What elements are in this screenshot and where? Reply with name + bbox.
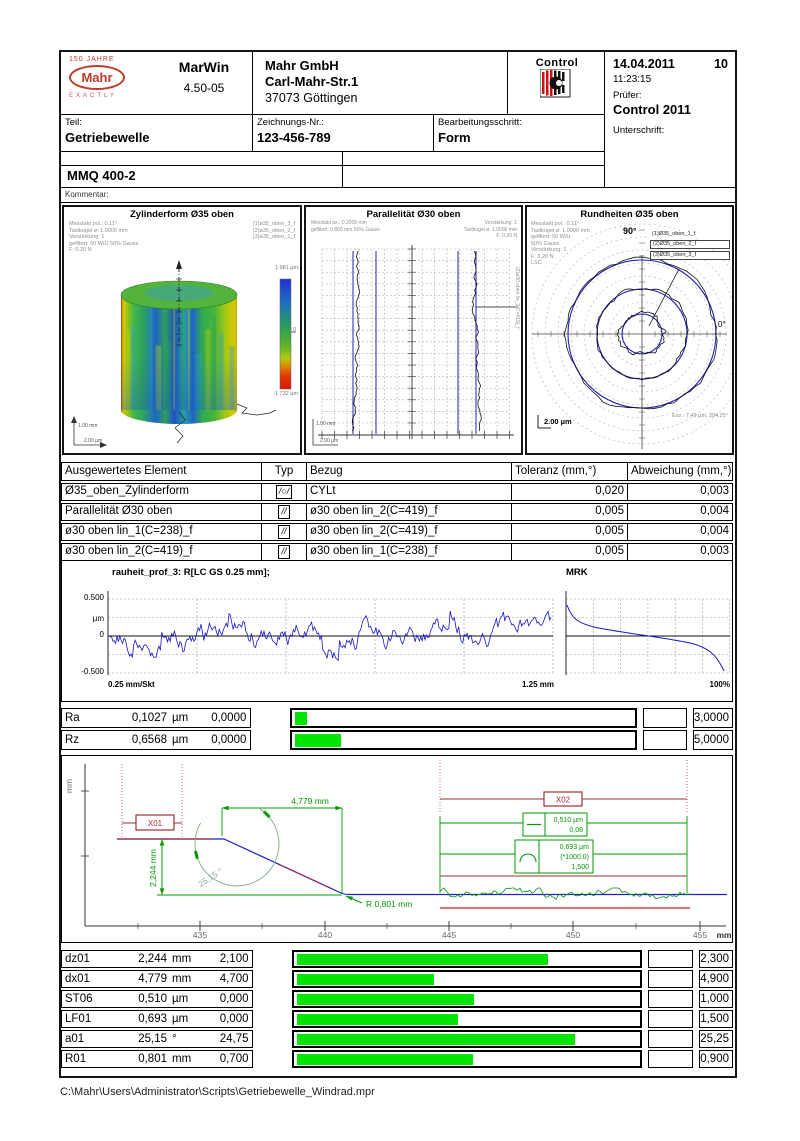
contour-result-table [61, 948, 733, 1068]
param-unit: µm [172, 712, 189, 724]
eccentricity-label: Exz.: 7.49 µm, 294.25° [672, 413, 728, 419]
cylinder-plot-panel [62, 205, 302, 455]
value-bar [297, 1054, 473, 1065]
company-cell [253, 52, 508, 115]
mahr-logo [69, 56, 125, 99]
param-unit: µm [172, 993, 189, 1005]
page-number: 10 [714, 57, 728, 71]
empty-row [61, 152, 605, 166]
zeichnung-value: 123-456-789 [257, 130, 331, 145]
control-logo-text: Control [535, 57, 579, 69]
param-min: 0,000 [219, 1013, 249, 1025]
value-box [61, 708, 251, 728]
bezug-cell: ø30 oben lin_2(C=419)_f [307, 504, 512, 520]
element-cell: ø30 oben lin_2(C=419)_f [62, 544, 262, 560]
cylinder-trace-labels: (1)ø35_oben_3_f (2)ø35_oben_2_f (3)ø35_oben_1_f [252, 221, 295, 240]
param-name: R01 [65, 1053, 87, 1065]
value-box [61, 950, 253, 968]
bar-box [292, 1030, 642, 1048]
company-name: Mahr GmbH [265, 58, 339, 73]
abweichung-cell: 0,004 [700, 505, 729, 517]
column-header: Abweichung (mm,°) [631, 465, 732, 477]
element-cell: ø30 oben lin_1(C=238)_f [62, 524, 262, 540]
bezug-cell: ø30 oben lin_1(C=238)_f [307, 544, 512, 560]
mahr-logo-oval: Mahr [69, 65, 125, 90]
software-block [161, 59, 247, 95]
column-header: Toleranz (mm,°) [512, 463, 628, 480]
ra-rz-table [61, 706, 733, 750]
spacer-box [648, 950, 693, 968]
scale-min-label: -1.732 µm [273, 391, 298, 397]
column-header: Bezug [307, 463, 512, 480]
svg-text:440: 440 [317, 930, 333, 940]
svg-text:1.00 mm: 1.00 mm [316, 421, 336, 427]
table-row [61, 483, 733, 501]
typ-cell [262, 484, 307, 500]
param-name: Rz [65, 734, 80, 746]
value-box [61, 1050, 253, 1068]
teil-value: Getriebewelle [65, 130, 150, 145]
param-value: 25,15 [138, 1033, 167, 1045]
svg-text:25,15 °: 25,15 ° [196, 865, 225, 890]
teil-cell [61, 115, 253, 152]
mrk-end-label: 100% [709, 680, 730, 689]
x-end-label: 1.25 mm [521, 680, 554, 689]
abweichung-cell: 0,004 [700, 525, 729, 537]
control-logo-icon [540, 69, 574, 99]
value-bar [297, 954, 548, 965]
control-logo [535, 57, 579, 104]
spacer-box [648, 970, 693, 988]
angle-90-label: 90° [623, 226, 637, 236]
parallel-params-right: Verstärkung: 1 Tastkugel ø: 1.0000 mm F: 0.20 N [463, 220, 517, 239]
param-min: 24,75 [219, 1033, 249, 1045]
toleranz-cell: 0,005 [512, 504, 628, 520]
param-min: 0,0000 [211, 712, 247, 724]
spacer-box [648, 1010, 693, 1028]
param-unit: mm [172, 973, 192, 985]
param-unit: mm [172, 953, 192, 965]
param-max: 0,900 [699, 1050, 733, 1068]
value-box [61, 1030, 253, 1048]
report-time: 11:23:15 [613, 74, 652, 85]
param-name: dz01 [65, 953, 90, 965]
svg-text:X02: X02 [555, 795, 571, 805]
value-bar [297, 1034, 575, 1045]
param-value: 0,510 [138, 993, 167, 1005]
zeichnung-label: Zeichnungs-Nr.: [257, 117, 325, 128]
company-city: 37073 Göttingen [265, 91, 358, 105]
tolerance-symbol-icon: // [278, 545, 289, 559]
logo-tagline: EXACTLY [69, 93, 117, 99]
column-header: Typ [262, 463, 307, 480]
typ-cell [262, 544, 307, 560]
tolerance-symbol-icon: /○/ [276, 485, 292, 499]
bearbeitung-cell [434, 115, 605, 152]
svg-text:2,244 mm: 2,244 mm [148, 849, 158, 887]
roundness-plot-title: Rundheiten Ø35 oben [580, 209, 679, 220]
bar-box [292, 970, 642, 988]
roundness-plot-panel [525, 205, 734, 455]
eval-table-header [61, 462, 733, 481]
param-max: 25,25 [699, 1030, 733, 1048]
svg-text:1.00 mm: 1.00 mm [78, 423, 98, 429]
value-box [61, 990, 253, 1008]
svg-text:435: 435 [192, 930, 208, 940]
param-min: 4,700 [219, 973, 249, 985]
toleranz-cell: 0,005 [512, 544, 628, 560]
logo-cell [61, 52, 253, 115]
table-row [61, 730, 733, 750]
contour-section [61, 755, 733, 943]
param-name: dx01 [65, 973, 90, 985]
roughness-profile-chart [62, 561, 732, 701]
date-cell [605, 52, 735, 188]
param-value: 2,244 [138, 953, 167, 965]
svg-text:4,779 mm: 4,779 mm [291, 796, 329, 806]
spacer-box [648, 990, 693, 1008]
param-max: 5,0000 [693, 730, 733, 750]
value-bar [297, 994, 474, 1005]
value-box [61, 1010, 253, 1028]
y-unit-label: µm [92, 614, 104, 623]
bar-box [292, 1050, 642, 1068]
control-logo-cell [508, 52, 605, 115]
bezug-cell: ø30 oben lin_2(C=419)_f [307, 524, 512, 540]
parallel-side-label: (2)ø30 oben lin_2(C=419)_f [514, 267, 520, 329]
roundness-trace-labels [650, 231, 730, 262]
spacer-box [643, 708, 687, 728]
svg-text:0,510 µm: 0,510 µm [553, 817, 583, 824]
trace-label: (1)Ø35_oben_1_f [650, 231, 730, 238]
table-row [61, 1030, 733, 1048]
param-unit: ° [172, 1033, 177, 1045]
zeichnung-cell [253, 115, 434, 152]
value-box [61, 970, 253, 988]
table-row [61, 503, 733, 521]
parallelism-plot [306, 207, 521, 453]
typ-cell [262, 504, 307, 520]
value-bar [295, 734, 341, 747]
spacer-box [648, 1050, 693, 1068]
y-max-tick: 0.500 [83, 593, 104, 602]
bearbeitung-label: Bearbeitungsschritt: [438, 117, 522, 128]
svg-text:445: 445 [441, 930, 457, 940]
param-name: a01 [65, 1033, 85, 1045]
bar-box [290, 730, 636, 750]
table-row [61, 523, 733, 541]
bearbeitung-value: Form [438, 130, 471, 145]
bar-box [292, 950, 642, 968]
toleranz-cell: 0,005 [512, 524, 628, 540]
y-min-tick: -0.500 [81, 667, 104, 676]
parallel-plot-title: Parallelität Ø30 oben [366, 209, 461, 220]
software-name: MarWin [178, 59, 230, 75]
svg-text:R 0,801 mm: R 0,801 mm [366, 899, 413, 909]
contour-plot [62, 756, 732, 942]
value-bar [297, 974, 434, 985]
evaluation-table [61, 460, 733, 561]
param-value: 0,801 [138, 1053, 167, 1065]
tolerance-symbol-icon: // [278, 525, 289, 539]
param-max: 1,000 [699, 990, 733, 1008]
trace-label: (3)Ø35_oben_3_f [650, 251, 730, 260]
mrk-title: MRK [566, 567, 588, 578]
param-min: 2,100 [219, 953, 249, 965]
roughness-section [61, 560, 733, 702]
svg-text:0,693 µm: 0,693 µm [559, 844, 589, 851]
value-box [61, 730, 251, 750]
abweichung-cell: 0,003 [700, 485, 729, 497]
param-name: Ra [65, 712, 80, 724]
param-max: 4,900 [699, 970, 733, 988]
param-value: 0,6568 [131, 734, 167, 746]
svg-text:2.00 µm: 2.00 µm [320, 438, 339, 444]
table-row [61, 1010, 733, 1028]
unterschrift-label: Unterschrift: [613, 125, 665, 136]
teil-label: Teil: [65, 117, 82, 128]
svg-text:0,08: 0,08 [569, 827, 583, 834]
table-row [61, 970, 733, 988]
pruefer-label: Prüfer: [613, 90, 642, 101]
param-unit: mm [172, 1053, 192, 1065]
toleranz-cell: 0,020 [512, 484, 628, 500]
table-row [61, 543, 733, 561]
svg-text:mm: mm [64, 778, 74, 794]
x-scale-label: 0.25 mm/Skt [108, 680, 155, 689]
trace-label: (2)Ø35_oben_2_f [650, 240, 730, 249]
param-max: 1,500 [699, 1010, 733, 1028]
svg-text:(*1000.0): (*1000.0) [560, 854, 589, 861]
param-unit: µm [172, 734, 189, 746]
param-max: 2,300 [699, 950, 733, 968]
report-date: 14.04.2011 [613, 57, 675, 71]
bar-box [290, 708, 636, 728]
report-frame [59, 50, 737, 1078]
software-version: 4.50-05 [183, 81, 225, 95]
file-path: C:\Mahr\Users\Administrator\Scripts\Getriebewelle_Windrad.mpr [60, 1086, 375, 1098]
spacer-box [643, 730, 687, 750]
svg-text:455: 455 [692, 930, 708, 940]
svg-text:1,500: 1,500 [571, 864, 589, 871]
svg-text:X01: X01 [147, 819, 163, 828]
roundness-scale-label: 2.00 µm [544, 417, 572, 426]
table-row [61, 708, 733, 728]
machine-cell [61, 166, 605, 188]
param-max: 3,0000 [693, 708, 733, 728]
eval-table-body [61, 483, 733, 561]
table-row [61, 990, 733, 1008]
param-value: 0,693 [138, 1013, 167, 1025]
kommentar-row [61, 188, 735, 203]
angle-0-label: 0° [718, 320, 726, 329]
value-bar [295, 712, 307, 725]
pruefer-value: Control 2011 [613, 102, 692, 117]
y-zero-tick: 0 [99, 630, 104, 639]
svg-text:mm: mm [716, 930, 732, 940]
param-name: LF01 [65, 1013, 92, 1025]
column-header: Ausgewertetes Element [62, 463, 262, 480]
bar-box [292, 990, 642, 1008]
company-street: Carl-Mahr-Str.1 [265, 74, 359, 89]
param-unit: µm [172, 1013, 189, 1025]
table-row [61, 950, 733, 968]
param-name: ST06 [65, 993, 93, 1005]
roundness-params: Messtakt pol.: 0.11° Tastkugel ø: 1.0000 mm gefiltert: 50 W/U 50% Gauss Verstärkung: 1 F: 0.20 N LSC [531, 221, 590, 266]
param-min: 0,000 [219, 993, 249, 1005]
param-min: 0,0000 [211, 734, 247, 746]
scale-max-label: 1.981 µm [274, 265, 298, 271]
roughness-title: rauheit_prof_3: R[LC GS 0.25 mm]; [112, 567, 270, 578]
kommentar-label: Kommentar: [65, 190, 109, 199]
typ-cell [262, 524, 307, 540]
parallel-params-left: Messtakt ax.: 0.2000 mm gefiltert: 0.800 mm 50% Gauss [311, 220, 380, 233]
param-value: 0,1027 [131, 712, 167, 724]
param-value: 4,779 [138, 973, 167, 985]
parallel-plot-panel [304, 205, 523, 455]
element-cell: Parallelität Ø30 oben [62, 504, 262, 520]
svg-text:450: 450 [565, 930, 581, 940]
bar-box [292, 1010, 642, 1028]
abweichung-cell: 0,003 [700, 545, 729, 557]
table-row [61, 1050, 733, 1068]
spacer-box [648, 1030, 693, 1048]
scale-zero-label: 0 [293, 327, 297, 333]
cylinder-plot-title: Zylinderform Ø35 oben [130, 209, 234, 220]
param-min: 0,700 [219, 1053, 249, 1065]
cylinder-params: Messtakt pol.: 0.11° Tastkugel ø: 1.0000 mm Verstärkung: 1 gefiltert: 50 W/U 50% Gauss F: 0.20 N [69, 221, 139, 253]
element-cell: Ø35_oben_Zylinderform [62, 484, 262, 500]
logo-years: 150 JAHRE [69, 56, 115, 63]
value-bar [297, 1014, 458, 1025]
machine-name: MMQ 400-2 [67, 168, 136, 183]
svg-text:2.00 µm: 2.00 µm [84, 438, 103, 444]
tolerance-symbol-icon: // [278, 505, 289, 519]
bezug-cell: CYLt [307, 484, 512, 500]
